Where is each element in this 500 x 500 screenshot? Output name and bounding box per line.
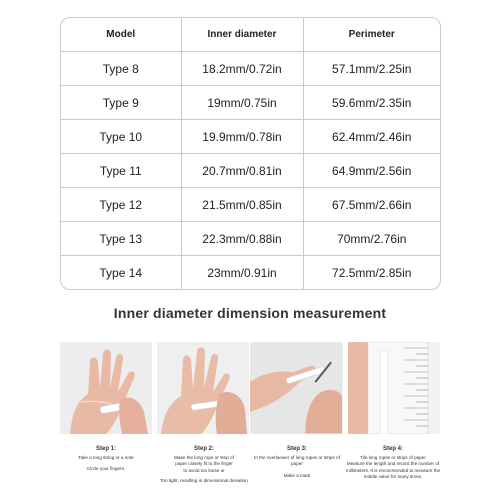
step-4-photo — [348, 342, 440, 434]
perimeter-cell: 72.5mm/2.85in — [303, 256, 440, 289]
step-text: to avoid too loose or — [183, 467, 225, 473]
table-row — [61, 188, 440, 222]
perimeter-cell: 62.4mm/2.46in — [303, 120, 440, 154]
inner-diameter-cell: 19mm/0.75in — [181, 86, 303, 120]
table-row — [61, 52, 440, 86]
perimeter-cell: 64.9mm/2.56in — [303, 154, 440, 188]
table-row — [61, 222, 440, 256]
table-row — [61, 86, 440, 120]
model-cell: Type 11 — [61, 154, 181, 188]
hand-string-illustration — [60, 342, 152, 434]
model-cell: Type 8 — [61, 52, 181, 86]
header-model: Model — [61, 18, 181, 52]
step-text: Make a mark — [283, 472, 311, 478]
step-text: Too tight, resulting in dimensional deviation — [160, 478, 248, 484]
table-row — [61, 120, 440, 154]
header-perimeter: Perimeter — [303, 18, 440, 52]
model-cell: Type 10 — [61, 120, 181, 154]
table-header-row — [61, 18, 440, 52]
header-inner-diameter: Inner diameter — [181, 18, 303, 52]
step-1-photo — [60, 342, 152, 434]
step-text: Tile long ropes or strips of paper — [360, 455, 426, 460]
step-text: Circle your fingers. — [86, 466, 126, 472]
perimeter-cell: 70mm/2.76in — [303, 222, 440, 256]
step-text: Make the long rope or strip of — [174, 455, 234, 460]
marking-illustration — [250, 342, 342, 434]
step-text: middle value for many times. — [363, 474, 423, 480]
inner-diameter-cell: 23mm/0.91in — [181, 256, 303, 289]
inner-diameter-cell: 19.9mm/0.78in — [181, 120, 303, 154]
step-title: Step 1: — [95, 446, 116, 452]
step-text: millimeters. It is recommended to measure the — [345, 467, 441, 473]
perimeter-cell: 67.5mm/2.66in — [303, 188, 440, 222]
step-1-caption — [58, 446, 154, 473]
step-3-photo — [250, 342, 343, 434]
table-row — [61, 256, 440, 289]
inner-diameter-cell: 21.5mm/0.85in — [181, 188, 303, 222]
step-title: Step 3: — [286, 446, 307, 452]
size-table — [61, 18, 440, 289]
measurement-heading: Inner diameter dimension measurement — [113, 305, 387, 321]
model-cell: Type 14 — [61, 256, 181, 289]
step-title: Step 2: — [193, 446, 214, 452]
step-text: In the overlaower of long ropes or strips of paper — [254, 455, 340, 467]
model-cell: Type 12 — [61, 188, 181, 222]
perimeter-cell: 57.1mm/2.25in — [303, 52, 440, 86]
step-title: Step 4: — [382, 446, 403, 452]
size-table-frame — [60, 17, 441, 290]
step-text: Measure the length and record the number of — [346, 461, 440, 467]
ruler-illustration — [348, 342, 440, 434]
inner-diameter-cell: 20.7mm/0.81in — [181, 154, 303, 188]
inner-diameter-cell: 18.2mm/0.72in — [181, 52, 303, 86]
step-2-photo — [157, 342, 249, 434]
step-2-caption — [154, 446, 254, 485]
perimeter-cell: 59.6mm/2.35in — [303, 86, 440, 120]
fitting-strip-illustration — [157, 342, 249, 434]
inner-diameter-cell: 22.3mm/0.88in — [181, 222, 303, 256]
step-4-caption — [344, 446, 442, 481]
model-cell: Type 9 — [61, 86, 181, 120]
step-text: Take a long string or a note — [78, 455, 134, 460]
step-text: paper closely fit to the finger — [175, 461, 233, 467]
step-3-caption — [248, 446, 346, 479]
model-cell: Type 13 — [61, 222, 181, 256]
table-row — [61, 154, 440, 188]
